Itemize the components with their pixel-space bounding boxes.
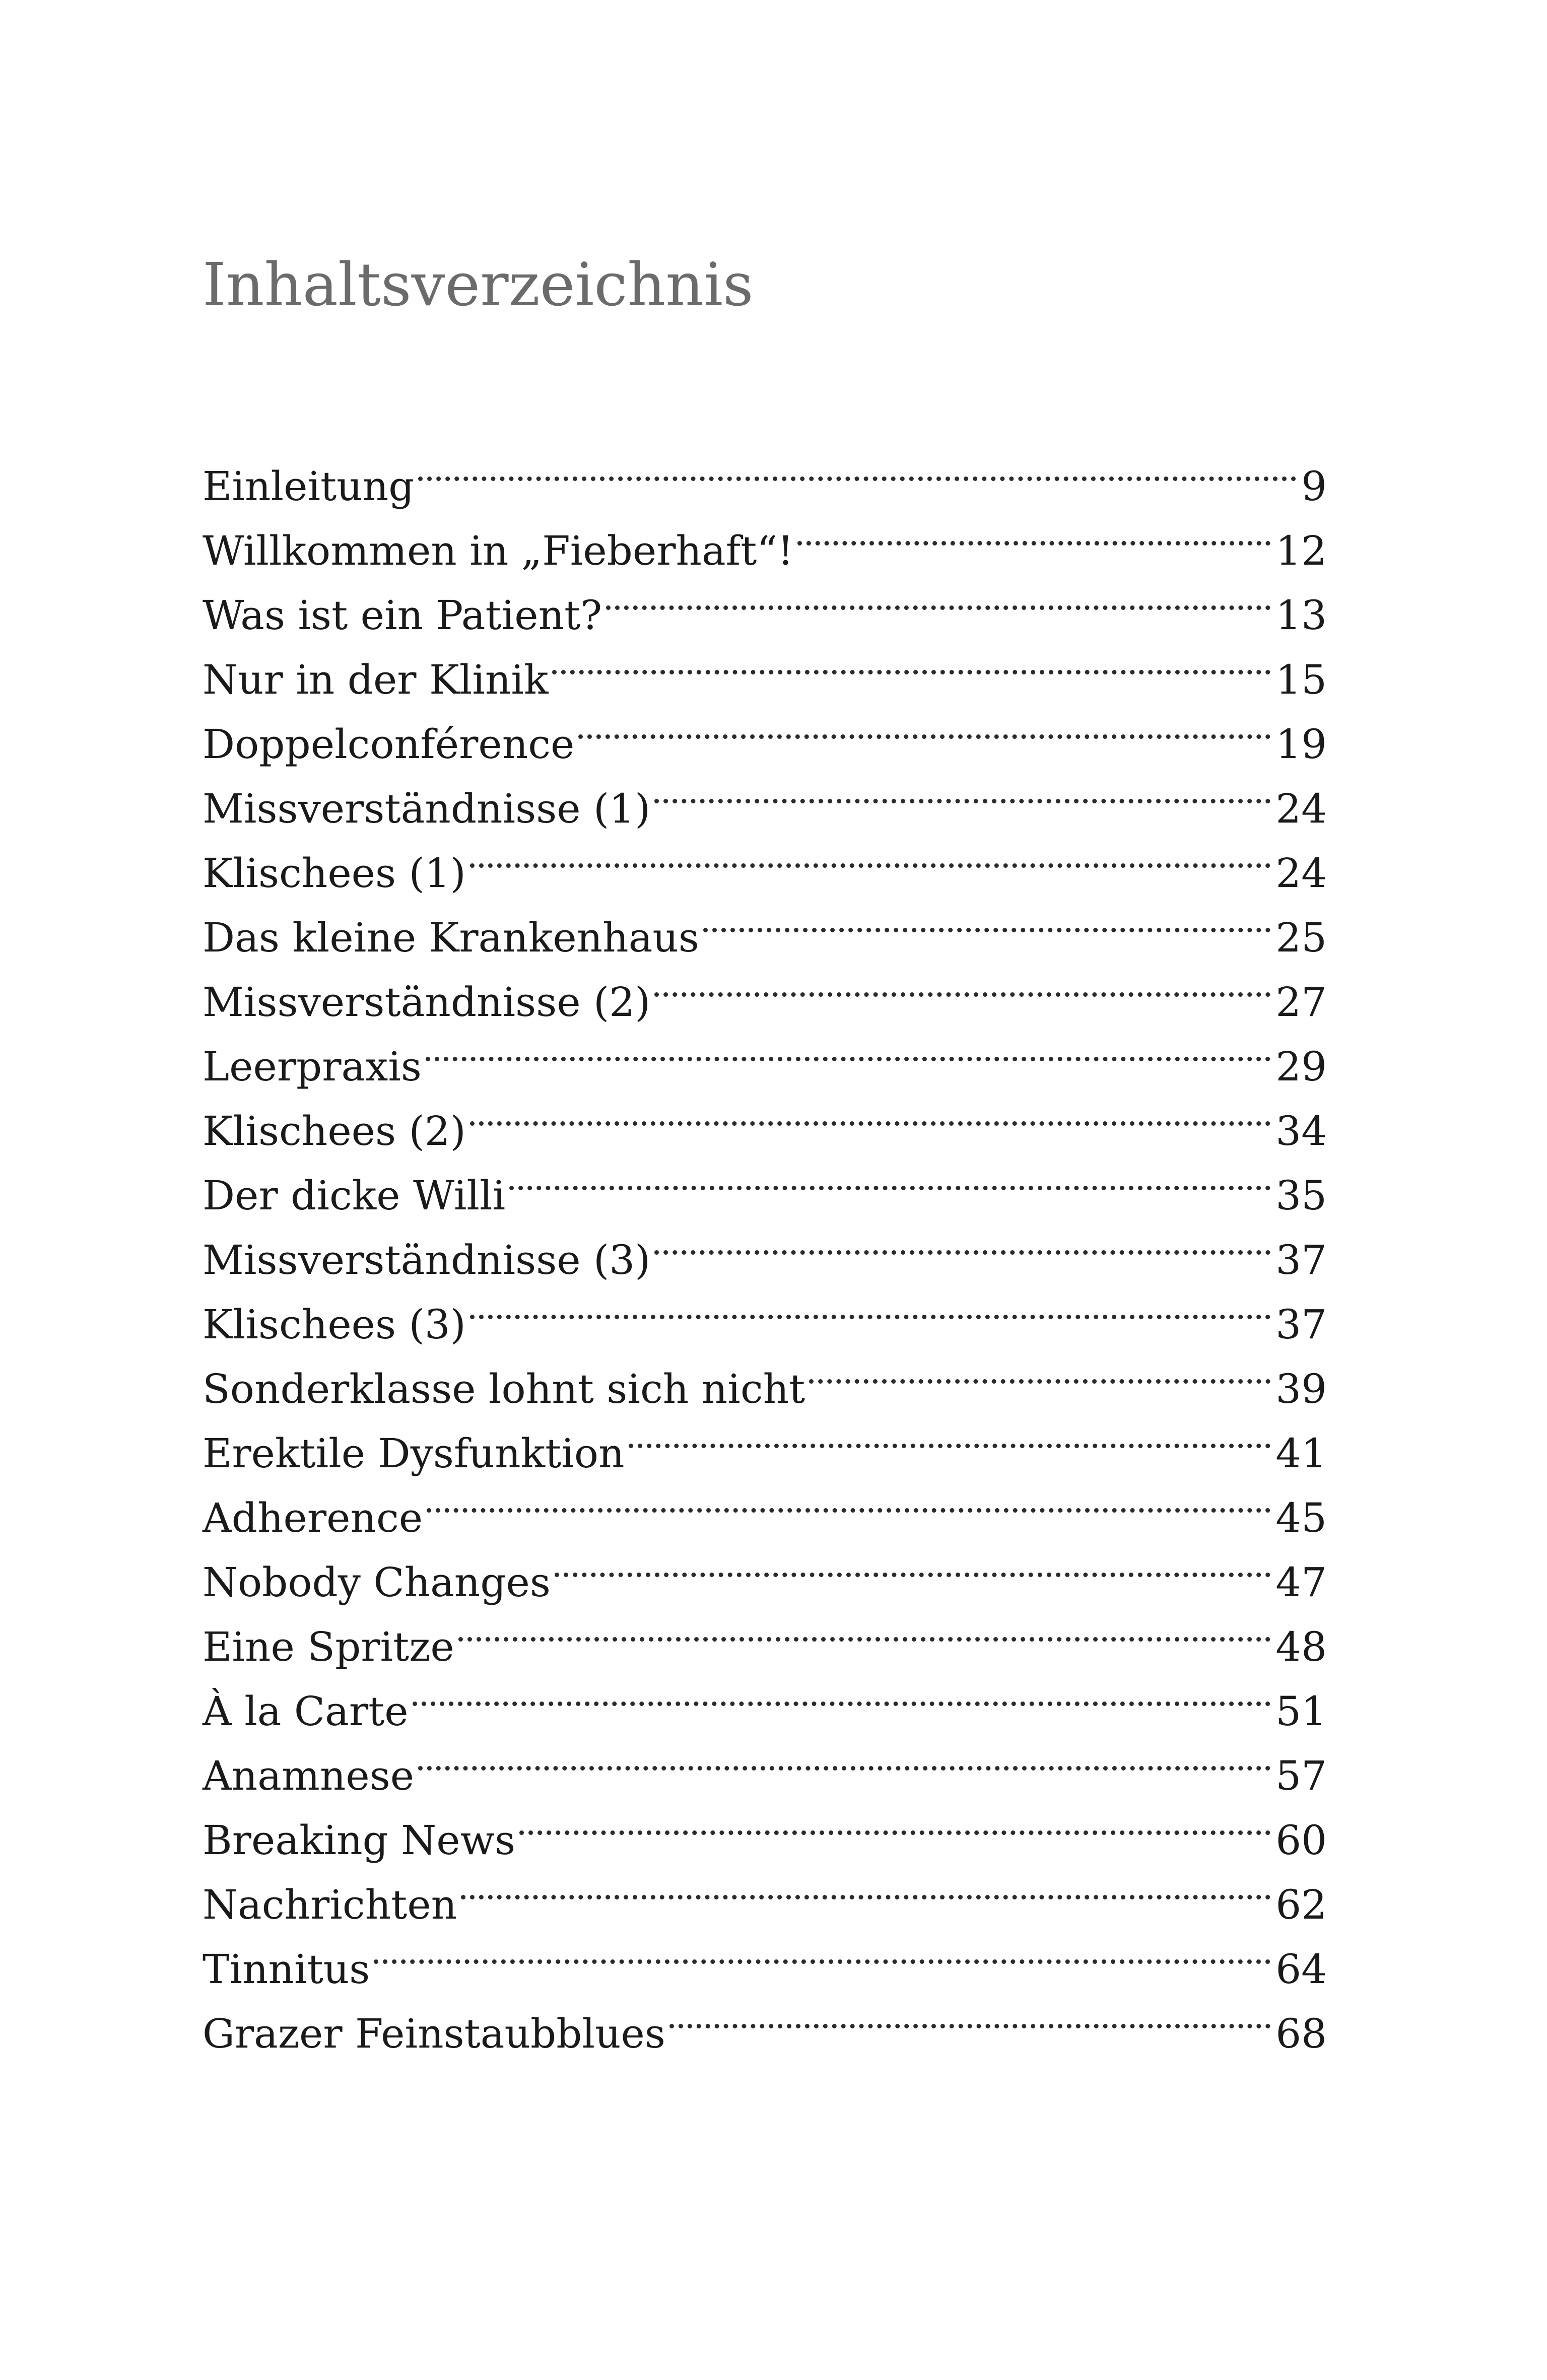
toc-entry-page: 29 — [1275, 1043, 1327, 1090]
toc-entry-page: 19 — [1275, 721, 1327, 768]
toc-entry-title: Was ist ein Patient? — [203, 592, 602, 639]
dot-leader — [413, 1661, 1271, 1725]
toc-entry-page: 41 — [1275, 1430, 1327, 1477]
dot-leader — [654, 951, 1270, 1016]
toc-entry-page: 24 — [1275, 785, 1327, 832]
dot-leader — [797, 500, 1270, 565]
toc-entry-page: 51 — [1275, 1688, 1327, 1735]
dot-leader — [654, 1209, 1270, 1274]
dot-leader — [470, 1274, 1270, 1338]
toc-entry-page: 24 — [1275, 850, 1327, 897]
toc-entry — [203, 436, 1327, 510]
dot-leader — [703, 887, 1270, 951]
toc-entry-title: Missverständnisse (1) — [203, 785, 651, 832]
dot-leader — [374, 1919, 1270, 1983]
toc-entry-page: 15 — [1275, 656, 1327, 703]
dot-leader — [470, 823, 1270, 887]
toc-entry-title: Doppelconférence — [203, 721, 575, 768]
toc-entry-page: 39 — [1275, 1366, 1327, 1412]
toc-entry-page: 68 — [1275, 2010, 1327, 2057]
toc-entry-title: Missverständnisse (3) — [203, 1237, 651, 1283]
dot-leader — [509, 1145, 1270, 1209]
dot-leader — [654, 758, 1270, 823]
toc-entry-page: 37 — [1275, 1301, 1327, 1348]
dot-leader — [629, 1403, 1271, 1467]
toc-entry-title: Willkommen in „Fieberhaft“! — [203, 527, 794, 574]
toc-entry-page: 13 — [1275, 592, 1327, 639]
toc-entry-page: 9 — [1301, 463, 1327, 510]
toc-entry-page: 62 — [1275, 1881, 1327, 1928]
dot-leader — [470, 1080, 1270, 1145]
toc-entry-title: Sonderklasse lohnt sich nicht — [203, 1366, 805, 1412]
toc-entry-page: 34 — [1275, 1108, 1327, 1154]
toc-entry-page: 48 — [1275, 1623, 1327, 1670]
toc-entry-page: 25 — [1275, 914, 1327, 961]
toc-entry-title: Missverständnisse (2) — [203, 979, 651, 1026]
toc-entry-title: À la Carte — [203, 1688, 409, 1735]
toc-entry-title: Breaking News — [203, 1817, 516, 1864]
dot-leader — [427, 1467, 1270, 1532]
dot-leader — [418, 1725, 1270, 1790]
toc-entry-title: Nur in der Klinik — [203, 656, 549, 703]
dot-leader — [669, 1983, 1270, 2048]
table-of-contents — [203, 436, 1327, 2057]
toc-entry-title: Tinnitus — [203, 1946, 370, 1993]
dot-leader — [461, 1854, 1270, 1919]
toc-entry-title: Das kleine Krankenhaus — [203, 914, 699, 961]
dot-leader — [519, 1790, 1270, 1854]
toc-entry-title: Anamnese — [203, 1752, 415, 1799]
toc-entry-page: 57 — [1275, 1752, 1327, 1799]
toc-entry-title: Klischees (3) — [203, 1301, 466, 1348]
toc-entry-title: Adherence — [203, 1494, 423, 1541]
toc-entry-title: Klischees (1) — [203, 850, 466, 897]
toc-entry-page: 37 — [1275, 1237, 1327, 1283]
dot-leader — [418, 436, 1296, 500]
toc-entry-title: Erektile Dysfunktion — [203, 1430, 625, 1477]
dot-leader — [552, 629, 1270, 694]
toc-entry-page: 12 — [1275, 527, 1327, 574]
page-title: Inhaltsverzeichnis — [203, 250, 754, 319]
dot-leader — [555, 1532, 1270, 1596]
toc-entry-page: 47 — [1275, 1559, 1327, 1606]
dot-leader — [426, 1016, 1270, 1080]
toc-entry-title: Der dicke Willi — [203, 1172, 506, 1219]
toc-entry-title: Nachrichten — [203, 1881, 457, 1928]
dot-leader — [578, 694, 1270, 758]
toc-entry-title: Grazer Feinstaubblues — [203, 2010, 665, 2057]
dot-leader — [809, 1338, 1270, 1403]
dot-leader — [458, 1596, 1270, 1661]
toc-entry-page: 60 — [1275, 1817, 1327, 1864]
toc-entry-title: Leerpraxis — [203, 1043, 422, 1090]
toc-entry-page: 45 — [1275, 1494, 1327, 1541]
toc-entry-title: Nobody Changes — [203, 1559, 551, 1606]
toc-entry-title: Eine Spritze — [203, 1623, 454, 1670]
dot-leader — [606, 565, 1270, 629]
toc-entry-title: Einleitung — [203, 463, 415, 510]
toc-entry-page: 35 — [1275, 1172, 1327, 1219]
toc-entry-page: 27 — [1275, 979, 1327, 1026]
toc-entry-page: 64 — [1275, 1946, 1327, 1993]
toc-entry-title: Klischees (2) — [203, 1108, 466, 1154]
